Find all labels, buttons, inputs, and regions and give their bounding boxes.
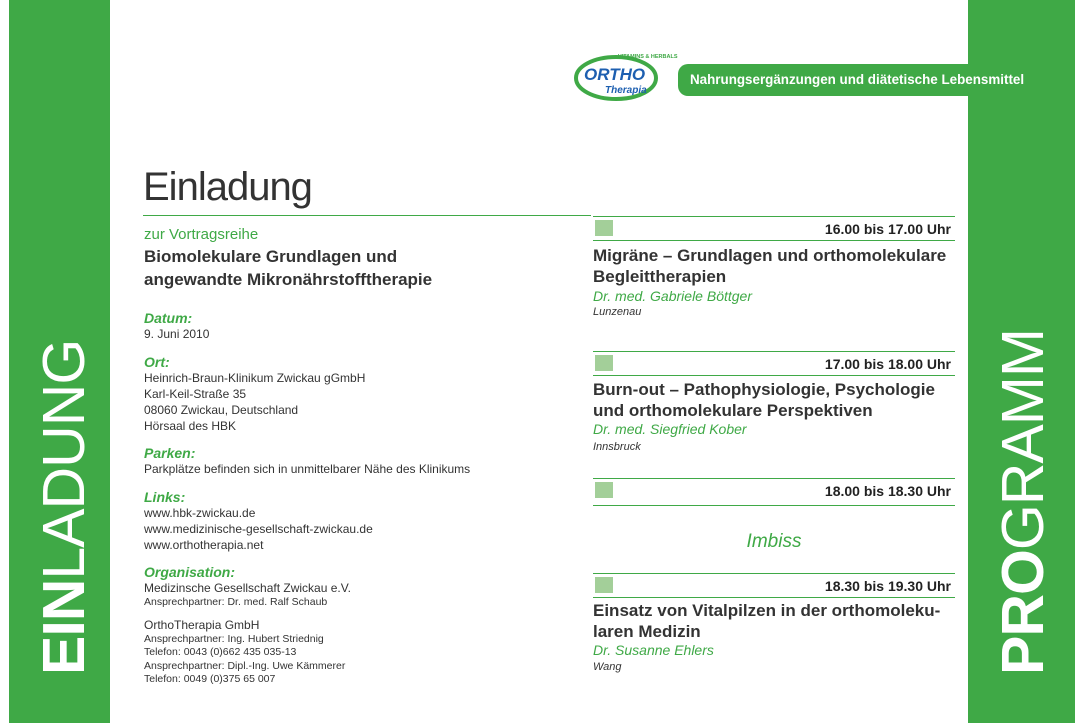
ort-heading: Ort: xyxy=(144,354,170,370)
org1-contact: Ansprechpartner: Dr. med. Ralf Schaub xyxy=(144,596,328,608)
slot-talk-title: Einsatz von Vitalpilzen in der orthomoleku- laren Medizin xyxy=(593,601,941,641)
side-label-einladung: EINLADUNG xyxy=(31,339,97,675)
tagline-banner: Nahrungsergänzungen und diätetische Lebensmittel xyxy=(678,64,1068,96)
slot-time: 16.00 bis 17.00 Uhr xyxy=(824,221,951,237)
ort-line: Hörsaal des HBK xyxy=(144,419,237,433)
slot-talk-title: Burn-out – Pathophysiologie, Psychologie und orthomolekulare Perspektiven xyxy=(593,380,935,420)
svg-text:Therapia: Therapia xyxy=(605,85,647,96)
slot-square xyxy=(595,355,613,371)
slot-speaker: Dr. Susanne Ehlers xyxy=(593,642,714,658)
org2-line: Telefon: 0043 (0)662 435 035-13 xyxy=(144,646,297,658)
side-label-programm: PROGRAMM xyxy=(990,328,1056,675)
series-title xyxy=(144,245,432,291)
section-datum xyxy=(144,310,209,342)
slot-speaker: Dr. med. Siegfried Kober xyxy=(593,421,747,437)
slot-square xyxy=(595,220,613,236)
slot-location: Innsbruck xyxy=(593,441,641,453)
section-organisation xyxy=(144,564,351,687)
series-line-2: angewandte Mikronährstofftherapie xyxy=(144,270,433,289)
slot-rule xyxy=(593,597,955,598)
slot-speaker: Dr. med. Gabriele Böttger xyxy=(593,288,752,304)
slot-rule xyxy=(593,351,955,352)
slot-rule xyxy=(593,375,955,376)
ort-line: Heinrich-Braun-Klinikum Zwickau gGmbH xyxy=(144,371,366,385)
series-line-1: Biomolekulare Grundlagen und xyxy=(144,247,398,266)
slot-rule xyxy=(593,216,955,217)
title-divider xyxy=(143,215,591,216)
section-ort xyxy=(144,354,365,434)
slot-time: 17.00 bis 18.00 Uhr xyxy=(824,356,951,372)
slot-talk-title: Migräne – Grundlagen und orthomolekulare Begleittherapien xyxy=(593,246,947,286)
links-heading: Links: xyxy=(144,489,186,505)
parken-heading: Parken: xyxy=(144,445,196,461)
slot-rule xyxy=(593,505,955,506)
link-orthotherapia[interactable]: www.orthotherapia.net xyxy=(144,538,264,552)
organisation-heading: Organisation: xyxy=(144,564,236,580)
section-parken xyxy=(144,445,470,477)
link-med-gesellschaft[interactable]: www.medizinische-gesellschaft-zwickau.de xyxy=(144,522,373,536)
slot-time: 18.30 bis 19.30 Uhr xyxy=(824,578,951,594)
datum-heading: Datum: xyxy=(144,310,193,326)
slot-rule xyxy=(593,573,955,574)
slot-rule xyxy=(593,478,955,479)
svg-text:VITAMINS & HERBALS: VITAMINS & HERBALS xyxy=(618,54,678,60)
org2-name: OrthoTherapia GmbH xyxy=(144,617,260,632)
link-hbk[interactable]: www.hbk-zwickau.de xyxy=(144,506,256,520)
slot-square xyxy=(595,577,613,593)
org2-line: Ansprechpartner: Ing. Hubert Striednig xyxy=(144,632,324,645)
slot-location: Lunzenau xyxy=(593,306,642,318)
slot-rule xyxy=(593,240,955,241)
slot-location: Wang xyxy=(593,661,622,673)
svg-text:ORTHO: ORTHO xyxy=(584,65,646,84)
org1-name: Medizinsche Gesellschaft Zwickau e.V. xyxy=(144,581,351,595)
section-links xyxy=(144,489,373,553)
subtitle: zur Vortragsreihe xyxy=(144,226,259,243)
org2-line: Telefon: 0049 (0)375 65 007 xyxy=(144,673,276,685)
break-imbiss: Imbiss xyxy=(746,531,802,552)
datum-value: 9. Juni 2010 xyxy=(144,327,210,341)
org2-line: Ansprechpartner: Dipl.-Ing. Uwe Kämmerer xyxy=(144,659,346,672)
orthotherapia-logo xyxy=(572,50,678,102)
slot-time: 18.00 bis 18.30 Uhr xyxy=(824,483,951,499)
page-title: Einladung xyxy=(143,165,312,209)
slot-square xyxy=(595,482,613,498)
ort-line: Karl-Keil-Straße 35 xyxy=(144,387,247,401)
parken-value: Parkplätze befinden sich in unmittelbarer Nähe des Klinikums xyxy=(144,462,471,476)
ort-line: 08060 Zwickau, Deutschland xyxy=(144,403,299,417)
